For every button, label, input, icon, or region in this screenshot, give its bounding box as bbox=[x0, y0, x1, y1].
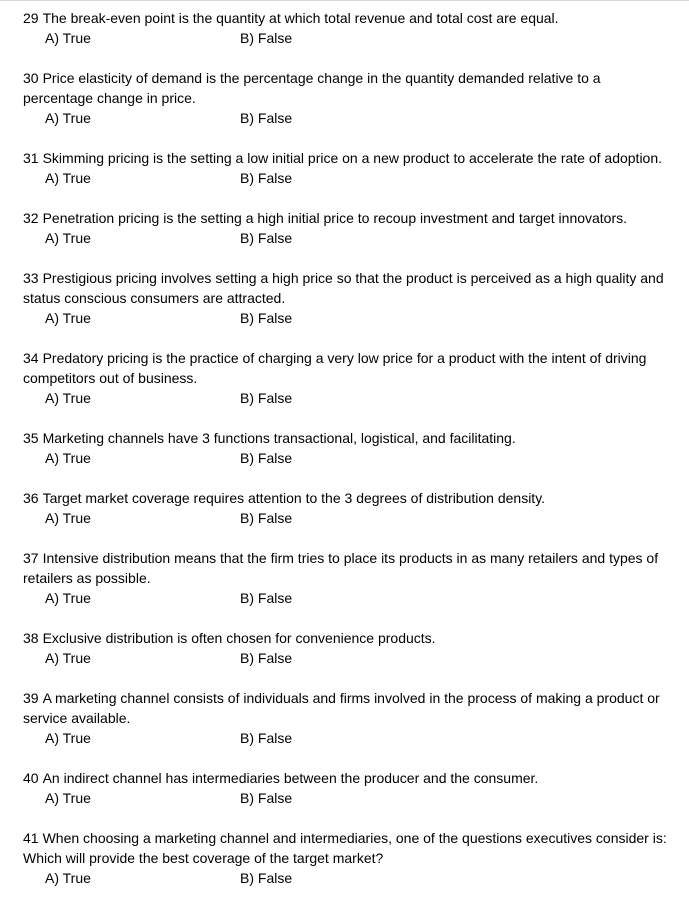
option-false[interactable]: B) False bbox=[240, 170, 293, 186]
question-text bbox=[23, 148, 673, 168]
answer-options bbox=[23, 728, 673, 748]
question-statement: Skimming pricing is the setting a low initial price on a new product to accelerate the rate of adoption. bbox=[42, 150, 663, 166]
option-false[interactable]: B) False bbox=[240, 30, 293, 46]
option-true[interactable]: A) True bbox=[45, 650, 91, 666]
option-true[interactable]: A) True bbox=[45, 310, 91, 326]
question-number: 36 bbox=[23, 490, 39, 506]
question-text bbox=[23, 348, 673, 388]
question-32 bbox=[23, 208, 673, 248]
question-number: 30 bbox=[23, 70, 39, 86]
question-number: 34 bbox=[23, 350, 39, 366]
question-text bbox=[23, 828, 673, 868]
option-false[interactable]: B) False bbox=[240, 870, 293, 886]
question-text bbox=[23, 68, 673, 108]
option-true[interactable]: A) True bbox=[45, 590, 91, 606]
option-true[interactable]: A) True bbox=[45, 730, 91, 746]
question-number: 35 bbox=[23, 430, 39, 446]
answer-options bbox=[23, 108, 673, 128]
option-false[interactable]: B) False bbox=[240, 790, 293, 806]
question-text bbox=[23, 688, 673, 728]
option-false[interactable]: B) False bbox=[240, 510, 293, 526]
question-statement: Penetration pricing is the setting a high initial price to recoup investment and target innovators. bbox=[42, 210, 628, 226]
option-true[interactable]: A) True bbox=[45, 30, 91, 46]
question-text bbox=[23, 628, 673, 648]
option-true[interactable]: A) True bbox=[45, 790, 91, 806]
question-40 bbox=[23, 768, 673, 808]
question-34 bbox=[23, 348, 673, 408]
question-39 bbox=[23, 688, 673, 748]
option-true[interactable]: A) True bbox=[45, 510, 91, 526]
question-number: 37 bbox=[23, 550, 39, 566]
question-number: 39 bbox=[23, 690, 39, 706]
answer-options bbox=[23, 868, 673, 888]
question-36 bbox=[23, 488, 673, 528]
answer-options bbox=[23, 788, 673, 808]
question-number: 41 bbox=[23, 830, 39, 846]
answer-options bbox=[23, 648, 673, 668]
answer-options bbox=[23, 28, 673, 48]
answer-options bbox=[23, 388, 673, 408]
question-number: 32 bbox=[23, 210, 39, 226]
question-statement: Exclusive distribution is often chosen for convenience products. bbox=[42, 630, 436, 646]
option-true[interactable]: A) True bbox=[45, 170, 91, 186]
question-38 bbox=[23, 628, 673, 668]
option-false[interactable]: B) False bbox=[240, 450, 293, 466]
question-41 bbox=[23, 828, 673, 888]
question-statement: Intensive distribution means that the firm tries to place its products in as many retailers and types of retailers as possible. bbox=[23, 550, 659, 586]
option-false[interactable]: B) False bbox=[240, 310, 293, 326]
question-number: 40 bbox=[23, 770, 39, 786]
answer-options bbox=[23, 448, 673, 468]
question-number: 31 bbox=[23, 150, 39, 166]
question-number: 29 bbox=[23, 10, 39, 26]
option-false[interactable]: B) False bbox=[240, 230, 293, 246]
question-statement: An indirect channel has intermediaries between the producer and the consumer. bbox=[42, 770, 539, 786]
page-top-border bbox=[0, 0, 689, 1]
answer-options bbox=[23, 308, 673, 328]
question-statement: When choosing a marketing channel and intermediaries, one of the questions executives consider is: Which will provide the best coverage of the target market? bbox=[23, 830, 667, 866]
question-text bbox=[23, 428, 673, 448]
question-31 bbox=[23, 148, 673, 188]
question-text bbox=[23, 268, 673, 308]
question-statement: Target market coverage requires attention to the 3 degrees of distribution density. bbox=[42, 490, 546, 506]
question-text bbox=[23, 548, 673, 588]
option-false[interactable]: B) False bbox=[240, 730, 293, 746]
option-true[interactable]: A) True bbox=[45, 450, 91, 466]
question-text bbox=[23, 208, 673, 228]
option-false[interactable]: B) False bbox=[240, 650, 293, 666]
quiz-question-list bbox=[23, 8, 673, 908]
option-false[interactable]: B) False bbox=[240, 110, 293, 126]
question-number: 38 bbox=[23, 630, 39, 646]
option-true[interactable]: A) True bbox=[45, 230, 91, 246]
answer-options bbox=[23, 168, 673, 188]
question-statement: Prestigious pricing involves setting a high price so that the product is perceived as a high quality and status conscious consumers are attracted. bbox=[23, 270, 664, 306]
question-number: 33 bbox=[23, 270, 39, 286]
question-statement: Price elasticity of demand is the percentage change in the quantity demanded relative to a percentage change in price. bbox=[23, 70, 601, 106]
answer-options bbox=[23, 588, 673, 608]
answer-options bbox=[23, 228, 673, 248]
question-35 bbox=[23, 428, 673, 468]
question-statement: The break-even point is the quantity at which total revenue and total cost are equal. bbox=[42, 10, 559, 26]
question-30 bbox=[23, 68, 673, 128]
question-statement: Marketing channels have 3 functions transactional, logistical, and facilitating. bbox=[42, 430, 516, 446]
question-statement: Predatory pricing is the practice of charging a very low price for a product with the intent of driving competitors out of business. bbox=[23, 350, 647, 386]
question-text bbox=[23, 488, 673, 508]
option-true[interactable]: A) True bbox=[45, 110, 91, 126]
question-text bbox=[23, 8, 673, 28]
option-false[interactable]: B) False bbox=[240, 390, 293, 406]
answer-options bbox=[23, 508, 673, 528]
option-true[interactable]: A) True bbox=[45, 390, 91, 406]
question-statement: A marketing channel consists of individuals and firms involved in the process of making a product or service available. bbox=[23, 690, 660, 726]
question-37 bbox=[23, 548, 673, 608]
question-text bbox=[23, 768, 673, 788]
question-29 bbox=[23, 8, 673, 48]
question-33 bbox=[23, 268, 673, 328]
option-false[interactable]: B) False bbox=[240, 590, 293, 606]
option-true[interactable]: A) True bbox=[45, 870, 91, 886]
